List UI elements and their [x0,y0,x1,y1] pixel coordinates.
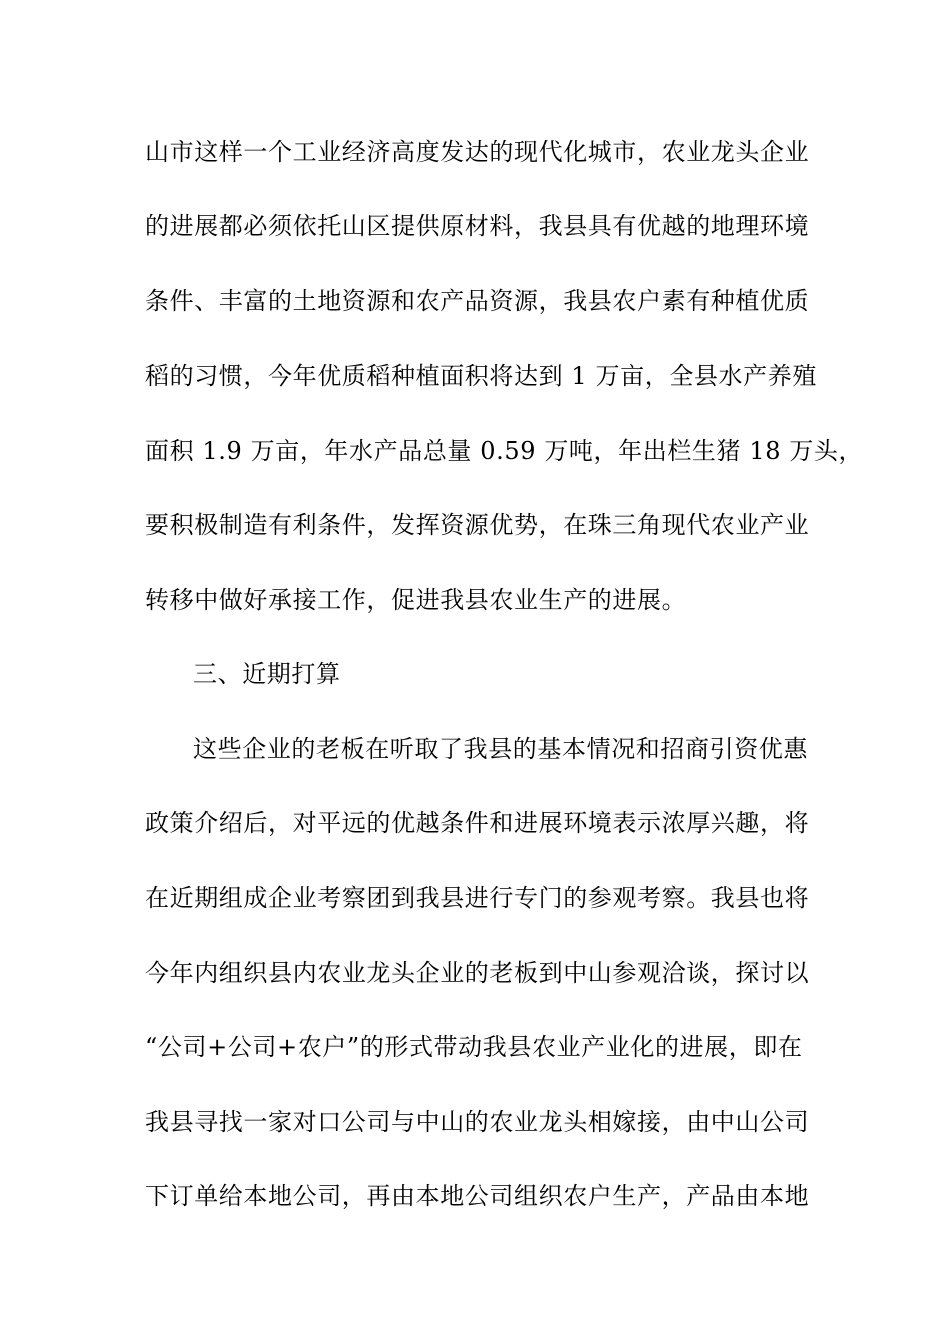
paragraph-line: 我县寻找一家对口公司与中山的农业龙头相嫁接，由中山公司 [145,1108,810,1136]
paragraph-line: “公司+公司+农户”的形式带动我县农业产业化的进展，即在 [145,1033,803,1061]
section-heading: 三、近期打算 [193,660,341,688]
paragraph-line: 今年内组织县内农业龙头企业的老板到中山参观洽谈，探讨以 [145,959,810,987]
paragraph-line: 要积极制造有利条件，发挥资源优势，在珠三角现代农业产业 [145,511,810,539]
paragraph-line: 的进展都必须依托山区提供原材料，我县具有优越的地理环境 [145,212,810,240]
paragraph-line: 条件、丰富的土地资源和农产品资源，我县农户素有种植优质 [145,287,810,315]
paragraph-line: 政策介绍后，对平远的优越条件和进展环境表示浓厚兴趣，将 [145,809,810,837]
paragraph-line: 这些企业的老板在听取了我县的基本情况和招商引资优惠 [193,735,808,763]
paragraph-line: 在近期组成企业考察团到我县进行专门的参观考察。我县也将 [145,884,810,912]
paragraph-line: 山市这样一个工业经济高度发达的现代化城市，农业龙头企业 [145,138,810,166]
paragraph-line: 下订单给本地公司，再由本地公司组织农户生产，产品由本地 [145,1182,810,1210]
paragraph-line: 稻的习惯，今年优质稻种植面积将达到 1 万亩，全县水产养殖 [145,362,817,390]
paragraph-line: 转移中做好承接工作，促进我县农业生产的进展。 [145,586,687,614]
paragraph-line: 面积 1.9 万亩，年水产品总量 0.59 万吨，年出栏生猪 18 万头， [145,437,864,465]
